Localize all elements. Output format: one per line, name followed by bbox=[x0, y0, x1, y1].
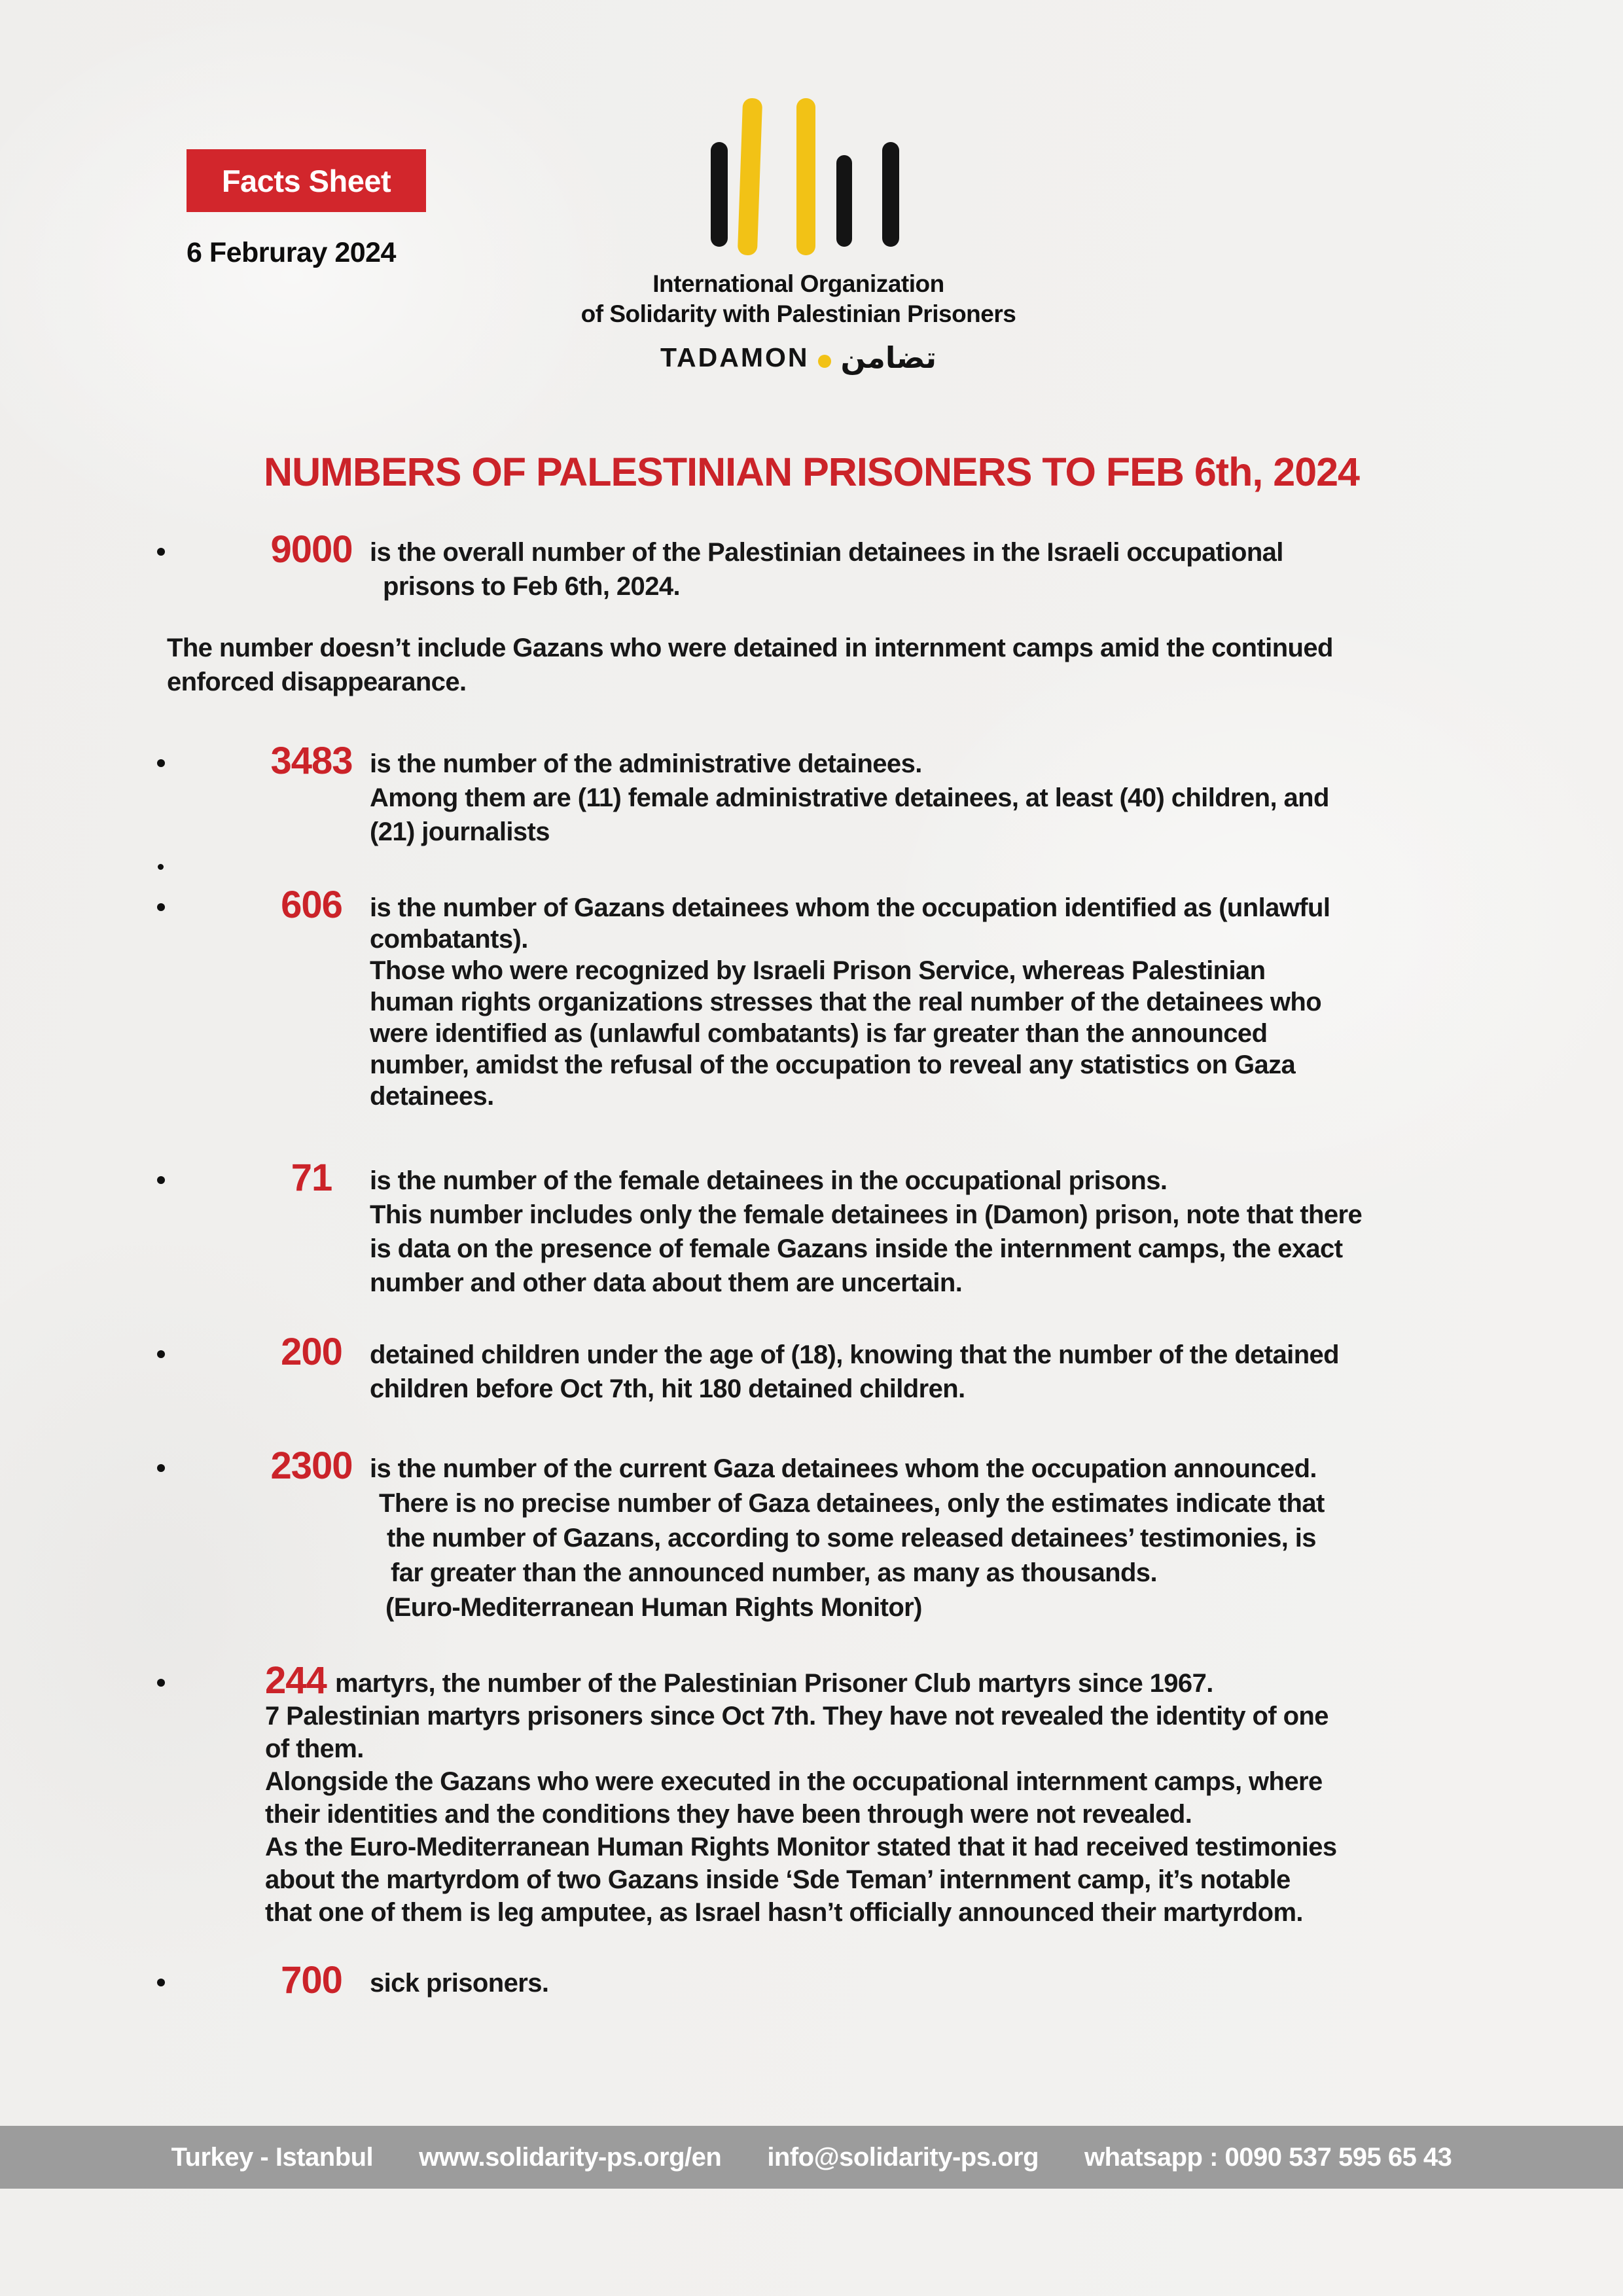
bullet-dot-icon bbox=[157, 1176, 165, 1184]
org-name-line-1: International Organization bbox=[652, 270, 944, 297]
tadamon-logo bbox=[711, 98, 901, 259]
fact-text-line: combatants). bbox=[370, 925, 528, 954]
fact-text-line: is the number of the female detainees in the occupational prisons. bbox=[370, 1166, 1168, 1195]
bullet-dot-icon bbox=[157, 759, 165, 767]
page-title: NUMBERS OF PALESTINIAN PRISONERS TO FEB 6th, 2024 bbox=[264, 450, 1359, 494]
footer-bar bbox=[0, 2126, 1623, 2189]
brand-dot-icon bbox=[818, 355, 831, 368]
facts-sheet-badge bbox=[187, 149, 426, 212]
facts-sheet-badge-label: Facts Sheet bbox=[221, 163, 391, 198]
fact-text-line: As the Euro-Mediterranean Human Rights Monitor stated that it had received testimonies bbox=[265, 1833, 1337, 1861]
fact-text-line: were identified as (unlawful combatants) is far greater than the announced bbox=[370, 1019, 1268, 1048]
fact-text-line: their identities and the conditions they have been through were not revealed. bbox=[265, 1800, 1192, 1829]
fact-text-line: about the martyrdom of two Gazans inside ‘Sde Teman’ internment camp, it’s notable bbox=[265, 1865, 1291, 1894]
fact-text-line: detainees. bbox=[370, 1082, 494, 1111]
fact-text-line: (21) journalists bbox=[370, 817, 550, 846]
fact-text-line: There is no precise number of Gaza detainees, only the estimates indicate that bbox=[379, 1489, 1325, 1518]
bullet-dot-icon bbox=[157, 1350, 165, 1358]
fact-text-line: 7 Palestinian martyrs prisoners since Oct 7th. They have not revealed the identity of one bbox=[265, 1702, 1329, 1731]
fact-text-line: Among them are (11) female administrative detainees, at least (40) children, and bbox=[370, 783, 1329, 812]
brand-row bbox=[0, 340, 1597, 375]
fact-text-line: is the number of Gazans detainees whom the occupation identified as (unlawful bbox=[370, 893, 1330, 922]
brand-name-latin: TADAMON bbox=[660, 342, 810, 372]
fact-text-line: of them. bbox=[265, 1734, 364, 1763]
fact-text-line: number and other data about them are uncertain. bbox=[370, 1268, 963, 1297]
fact-text-line: sick prisoners. bbox=[370, 1969, 549, 1998]
bullet-dot-icon bbox=[157, 1679, 165, 1687]
footer-location: Turkey - Istanbul bbox=[171, 2142, 374, 2172]
intro-note-line: enforced disappearance. bbox=[167, 668, 467, 696]
bullet-dot-icon bbox=[157, 548, 165, 556]
bullet-dot-icon bbox=[157, 903, 165, 911]
fact-number: 71 bbox=[291, 1157, 332, 1199]
logo-bar-black-3 bbox=[882, 142, 899, 247]
fact-text-line: Alongside the Gazans who were executed in the occupational internment camps, where bbox=[265, 1767, 1323, 1796]
fact-text-line: human rights organizations stresses that the real number of the detainees who bbox=[370, 988, 1322, 1016]
logo-bar-yellow-2 bbox=[796, 98, 815, 255]
fact-text-line: is data on the presence of female Gazans inside the internment camps, the exact bbox=[370, 1234, 1343, 1263]
logo-bar-black-2 bbox=[836, 155, 852, 247]
fact-number: 9000 bbox=[270, 528, 353, 571]
footer-website: www.solidarity-ps.org/en bbox=[419, 2142, 722, 2172]
footer-whatsapp: whatsapp : 0090 537 595 65 43 bbox=[1084, 2142, 1452, 2172]
brand-name-arabic: تضامن bbox=[840, 340, 936, 375]
fact-number: 606 bbox=[281, 884, 342, 926]
fact-text-line: martyrs, the number of the Palestinian Prisoner Club martyrs since 1967. bbox=[335, 1669, 1213, 1698]
fact-text-line: number, amidst the refusal of the occupation to reveal any statistics on Gaza bbox=[370, 1050, 1296, 1079]
org-name-line-2: of Solidarity with Palestinian Prisoners bbox=[580, 300, 1016, 327]
fact-text-line: Those who were recognized by Israeli Prison Service, whereas Palestinian bbox=[370, 956, 1266, 985]
bullet-dot-icon bbox=[157, 1979, 165, 1986]
intro-note-line: The number doesn’t include Gazans who were detained in internment camps amid the continued bbox=[167, 634, 1333, 662]
document-date: 6 Februray 2024 bbox=[187, 237, 396, 268]
logo-bar-yellow-1 bbox=[738, 98, 762, 256]
fact-text-line: the number of Gazans, according to some released detainees’ testimonies, is bbox=[387, 1524, 1316, 1552]
fact-text-line: children before Oct 7th, hit 180 detained children. bbox=[370, 1374, 965, 1403]
fact-text-line: is the number of the administrative detainees. bbox=[370, 749, 922, 778]
fact-text-line: This number includes only the female detainees in (Damon) prison, note that there bbox=[370, 1200, 1363, 1229]
fact-text-line: that one of them is leg amputee, as Israel hasn’t officially announced their martyrdom. bbox=[265, 1898, 1303, 1927]
fact-text-line: prisons to Feb 6th, 2024. bbox=[383, 572, 681, 601]
fact-text-line: (Euro-Mediterranean Human Rights Monitor) bbox=[385, 1593, 922, 1622]
bullet-dot-icon bbox=[157, 1464, 165, 1472]
fact-number: 200 bbox=[281, 1331, 342, 1373]
footer-email: info@solidarity-ps.org bbox=[767, 2142, 1039, 2172]
stray-period bbox=[158, 864, 164, 870]
fact-text-line: detained children under the age of (18), knowing that the number of the detained bbox=[370, 1340, 1340, 1369]
logo-bar-black-1 bbox=[711, 142, 728, 247]
fact-number: 700 bbox=[281, 1959, 342, 2001]
fact-number: 244 bbox=[265, 1659, 327, 1702]
fact-text-line: is the overall number of the Palestinian detainees in the Israeli occupational bbox=[370, 538, 1283, 567]
fact-number: 3483 bbox=[270, 740, 353, 782]
fact-text-line: far greater than the announced number, as many as thousands. bbox=[391, 1558, 1157, 1587]
fact-text-line: is the number of the current Gaza detainees whom the occupation announced. bbox=[370, 1454, 1317, 1483]
fact-number: 2300 bbox=[270, 1444, 353, 1487]
